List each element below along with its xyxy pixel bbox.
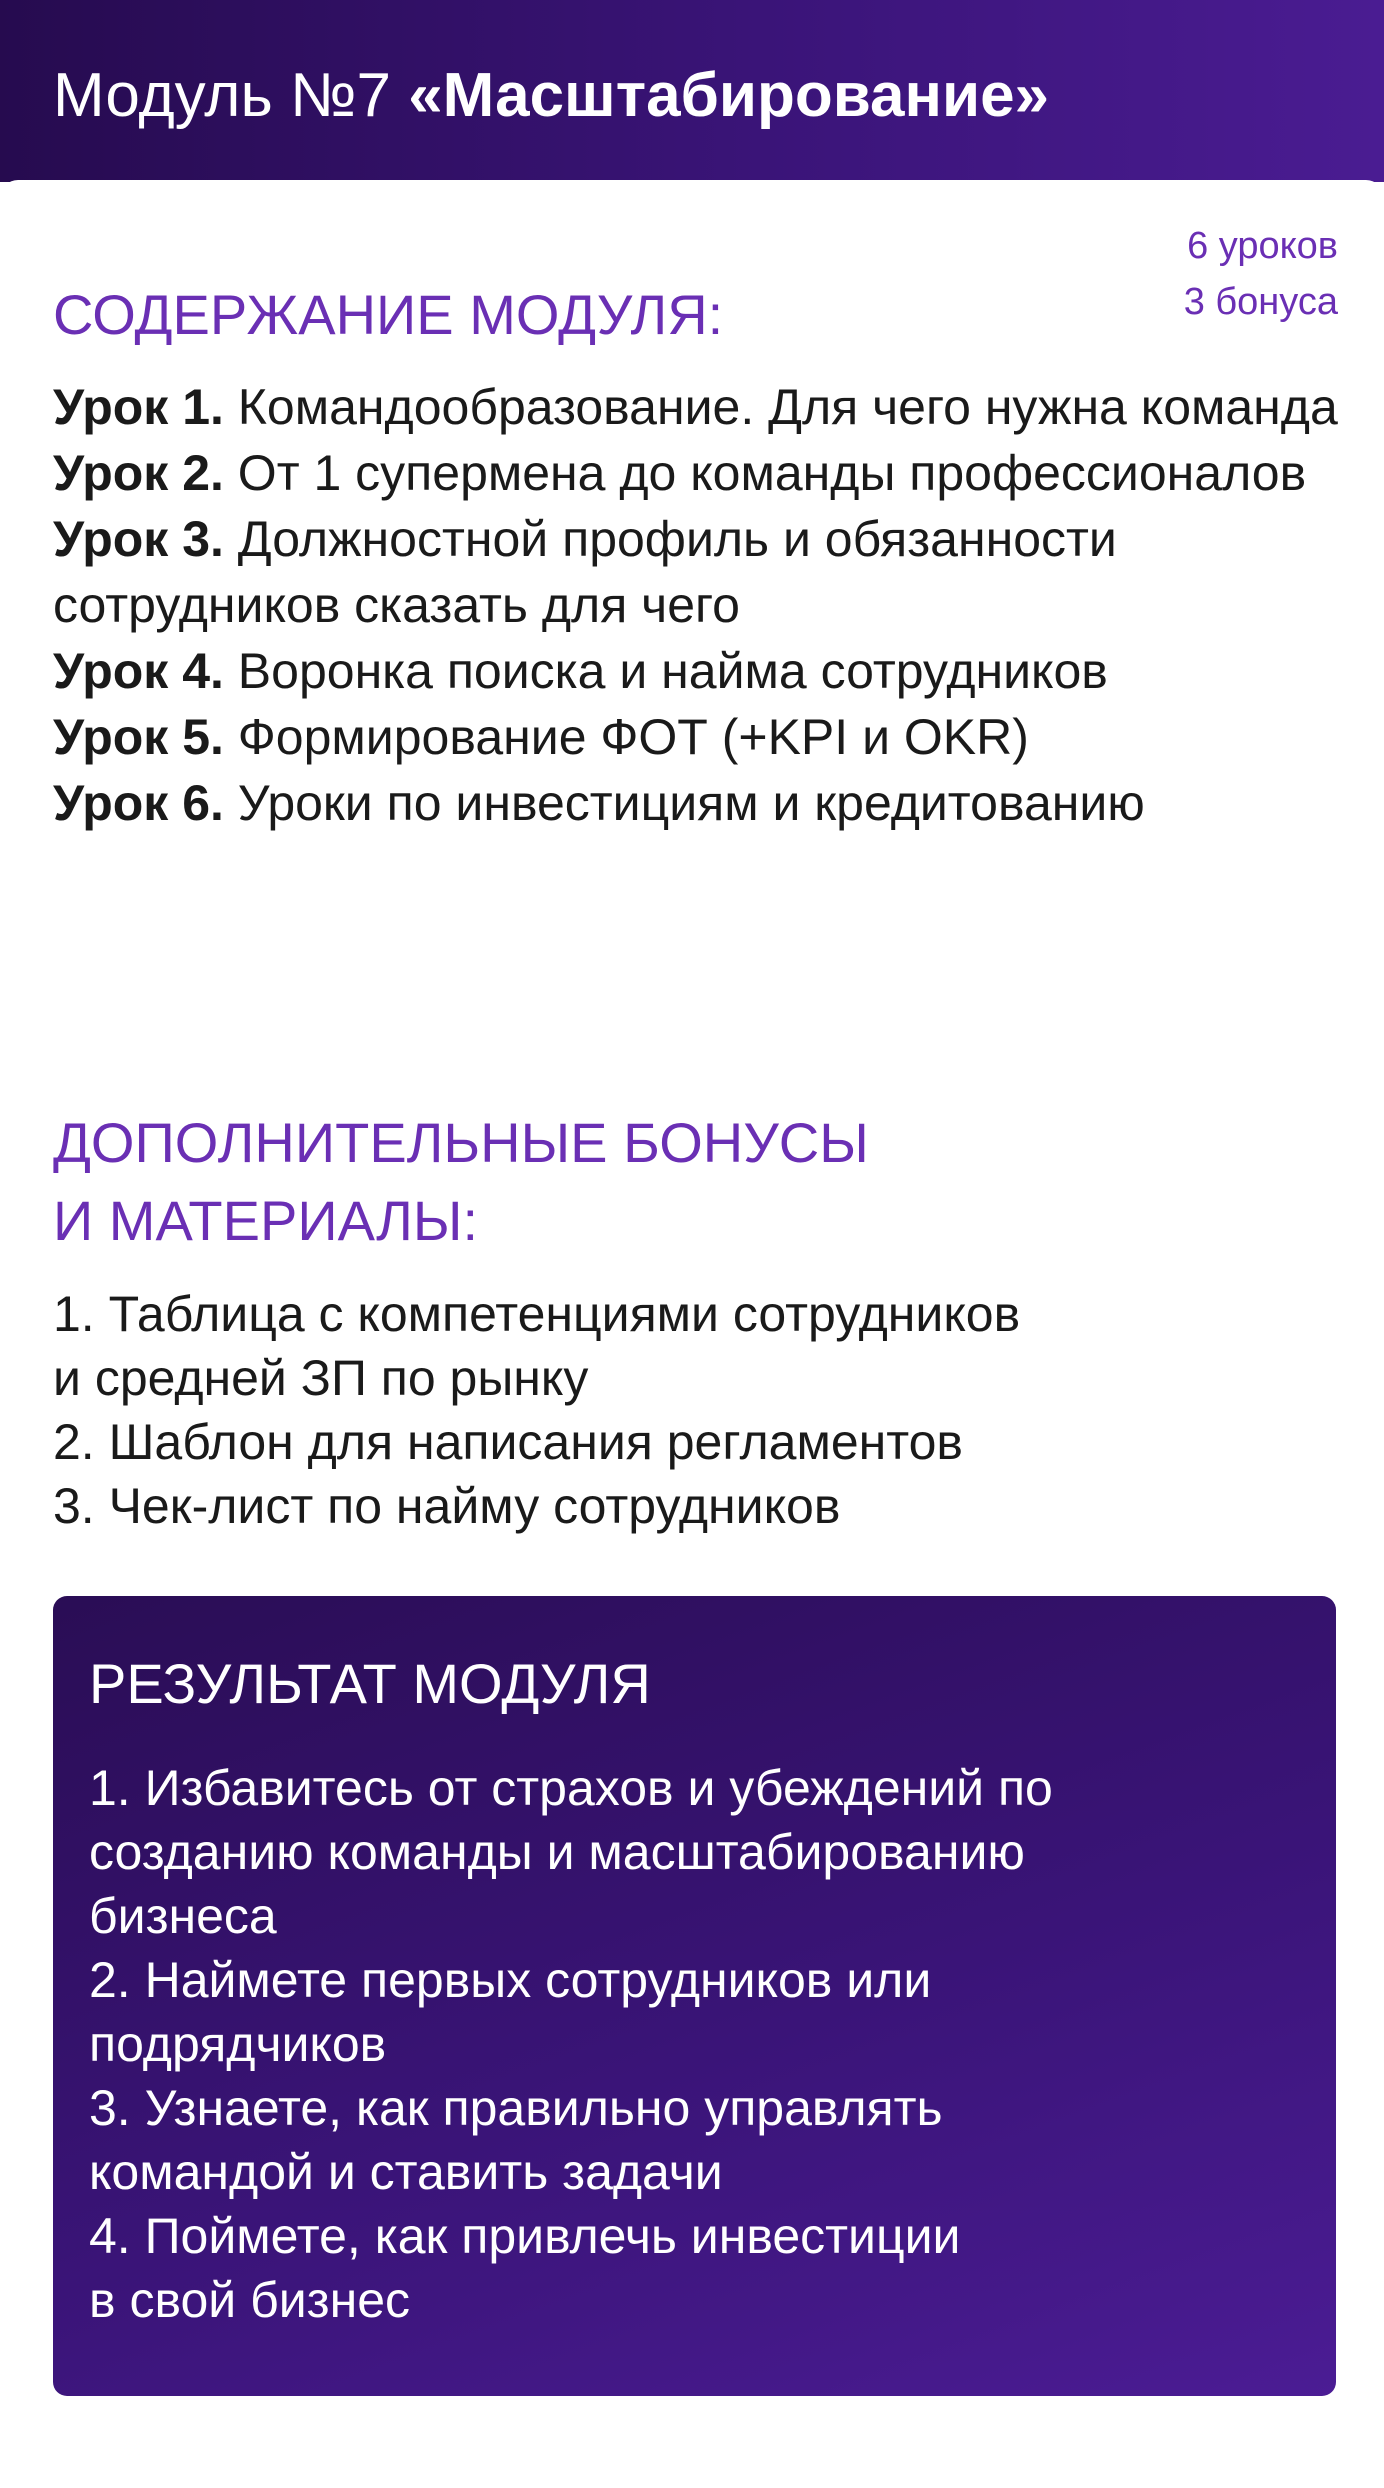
lesson-number: Урок 6. xyxy=(53,775,224,831)
lesson-number: Урок 3. xyxy=(53,511,224,567)
result-line: подрядчиков xyxy=(89,2016,387,2072)
lesson-text: Уроки по инвестициям и кредитованию xyxy=(223,775,1145,831)
content-section-title: СОДЕРЖАНИЕ МОДУЛЯ: xyxy=(53,283,724,346)
lesson-item xyxy=(53,374,1353,440)
result-line: 3. Узнаете, как правильно управлять xyxy=(89,2080,943,2136)
bonuses-title-line: И МАТЕРИАЛЫ: xyxy=(53,1189,479,1252)
module-counts xyxy=(1184,218,1338,330)
lessons-list xyxy=(53,374,1353,836)
result-line: бизнеса xyxy=(89,1888,277,1944)
lesson-number: Урок 4. xyxy=(53,643,224,699)
module-title xyxy=(53,58,1049,134)
lesson-item xyxy=(53,506,1353,638)
bonus-line: и средней ЗП по рынку xyxy=(53,1350,589,1406)
lesson-text: Должностной профиль и обязанности сотрудников сказать для чего xyxy=(53,511,1117,633)
module-header xyxy=(0,0,1384,182)
lesson-item xyxy=(53,440,1353,506)
result-list xyxy=(89,1756,1299,2332)
lesson-item xyxy=(53,770,1353,836)
lessons-count: 6 уроков xyxy=(1187,225,1338,267)
result-line: 4. Поймете, как привлечь инвестиции xyxy=(89,2208,961,2264)
lesson-number: Урок 1. xyxy=(53,379,224,435)
lesson-text: От 1 супермена до команды профессионалов xyxy=(223,445,1307,501)
result-title: РЕЗУЛЬТАТ МОДУЛЯ xyxy=(89,1652,651,1715)
result-line: 2. Наймете первых сотрудников или xyxy=(89,1952,932,2008)
lesson-text: Командообразование. Для чего нужна команда xyxy=(223,379,1338,435)
result-line: командой и ставить задачи xyxy=(89,2144,723,2200)
lesson-text: Воронка поиска и найма сотрудников xyxy=(223,643,1108,699)
lesson-number: Урок 2. xyxy=(53,445,224,501)
bonuses-title-line: ДОПОЛНИТЕЛЬНЫЕ БОНУСЫ xyxy=(53,1111,869,1174)
result-box xyxy=(53,1596,1336,2396)
lesson-number: Урок 5. xyxy=(53,709,224,765)
lesson-item xyxy=(53,704,1353,770)
bonuses-list xyxy=(53,1282,1353,1538)
result-line: 1. Избавитесь от страхов и убеждений по xyxy=(89,1760,1053,1816)
module-title-name: «Масштабирование» xyxy=(408,61,1050,130)
result-line: в свой бизнес xyxy=(89,2272,410,2328)
bonus-line: 3. Чек-лист по найму сотрудников xyxy=(53,1478,841,1534)
lesson-text: Формирование ФОТ (+KPI и OKR) xyxy=(223,709,1029,765)
bonuses-count: 3 бонуса xyxy=(1183,281,1338,323)
module-title-prefix: Модуль №7 xyxy=(53,61,409,130)
bonuses-section-title xyxy=(53,1104,869,1260)
lesson-item xyxy=(53,638,1353,704)
result-line: созданию команды и масштабированию xyxy=(89,1824,1025,1880)
bonus-line: 2. Шаблон для написания регламентов xyxy=(53,1414,963,1470)
bonus-line: 1. Таблица с компетенциями сотрудников xyxy=(53,1286,1021,1342)
